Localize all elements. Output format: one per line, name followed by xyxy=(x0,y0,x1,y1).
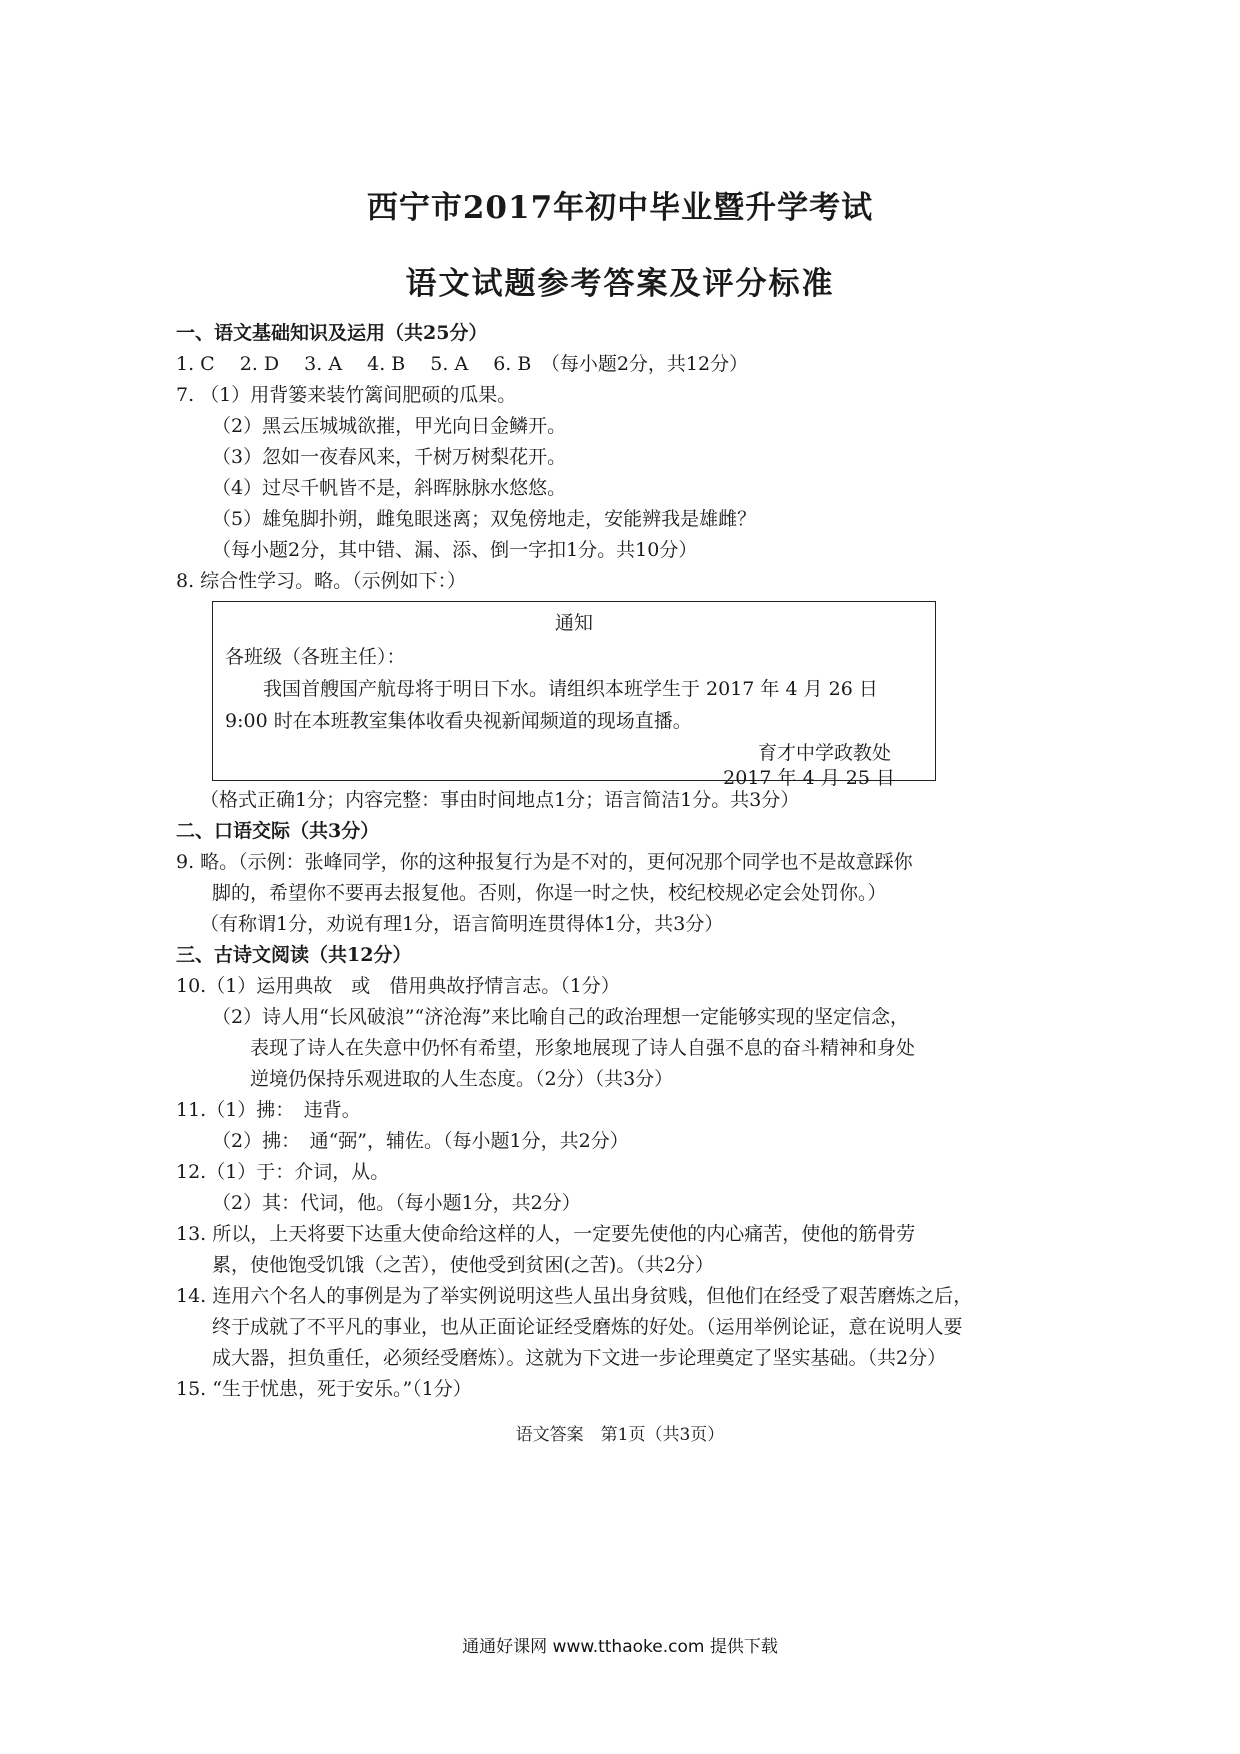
answer-body xyxy=(176,318,976,1405)
download-watermark: 通通好课网 www.tthaoke.com 提供下载 xyxy=(462,1637,778,1657)
answer-line: 表现了诗人在失意中仍怀有希望，形象地展现了诗人自强不息的奋斗精神和身处 xyxy=(212,1037,916,1059)
section-heading: 三、古诗文阅读（共12分） xyxy=(176,944,412,966)
answer-section-1 xyxy=(176,318,976,597)
sample-notice-box xyxy=(212,601,936,789)
answer-line: 终于成就了不平凡的事业，也从正面论证经受磨炼的好处。（运用举例论证，意在说明人要 xyxy=(212,1316,963,1338)
answer-line: （5）雄兔脚扑朔，雌兔眼迷离；双兔傍地走，安能辨我是雄雌？ xyxy=(212,508,757,530)
answer-line: 逆境仍保持乐观进取的人生态度。（2分）（共3分） xyxy=(212,1068,674,1090)
answer-line: （每小题2分，其中错、漏、添、倒一字扣1分。共10分） xyxy=(212,539,698,561)
notice-body-line-2: 9:00 时在本班教室集体收看央视新闻频道的现场直播。 xyxy=(225,710,692,732)
answer-line: （格式正确1分；内容完整：事由时间地点1分；语言简洁1分。共3分） xyxy=(200,789,800,811)
answer-line: 11.（1）拂： 违背。 xyxy=(176,1099,361,1121)
answer-line: 1. C 2. D 3. A 4. B 5. A 6. B （每小题2分，共12分） xyxy=(176,353,749,375)
section-heading: 一、语文基础知识及运用（共25分） xyxy=(176,322,488,344)
document-title: 西宁市2017年初中毕业暨升学考试 xyxy=(366,190,874,226)
document-subtitle: 语文试题参考答案及评分标准 xyxy=(405,266,835,302)
answer-line: （2）诗人用“长风破浪”“济沧海”来比喻自己的政治理想一定能够实现的坚定信念， xyxy=(212,1006,909,1028)
answer-line: 15. “生于忧患，死于安乐。”（1分） xyxy=(176,1378,472,1400)
answer-line: 成大器，担负重任，必须经受磨炼）。这就为下文进一步论理奠定了坚实基础。（共2分） xyxy=(212,1347,947,1369)
notice-body-line-1: 我国首艘国产航母将于明日下水。请组织本班学生于 2017 年 4 月 26 日 xyxy=(263,678,878,700)
answer-line: 累，使他饱受饥饿（之苦），使他受到贫困(之苦)。（共2分） xyxy=(212,1254,714,1276)
answer-line: （2）拂： 通“弼”，辅佐。（每小题1分，共2分） xyxy=(212,1130,629,1152)
answer-line: （2）黑云压城城欲摧，甲光向日金鳞开。 xyxy=(212,415,567,437)
answer-line: 8. 综合性学习。略。（示例如下：） xyxy=(176,570,467,592)
answer-line: （3）忽如一夜春风来，千树万树梨花开。 xyxy=(212,446,567,468)
answer-line: 12.（1）于：介词，从。 xyxy=(176,1161,390,1183)
answer-line: 9. 略。（示例：张峰同学，你的这种报复行为是不对的，更何况那个同学也不是故意踩你 xyxy=(176,851,913,873)
answer-line: 7. （1）用背篓来装竹篱间肥硕的瓜果。 xyxy=(176,384,517,406)
answer-line: （4）过尽千帆皆不是，斜晖脉脉水悠悠。 xyxy=(212,477,567,499)
answer-line: （2）其：代词，他。（每小题1分，共2分） xyxy=(212,1192,581,1214)
page-footer: 语文答案 第1页（共3页） xyxy=(515,1425,725,1445)
notice-title: 通知 xyxy=(554,612,593,634)
notice-recipient: 各班级（各班主任）： xyxy=(225,646,406,668)
notice-date: 2017 年 4 月 25 日 xyxy=(723,767,895,789)
notice-signature: 育才中学政教处 xyxy=(757,742,891,764)
answer-section-2 xyxy=(176,785,976,1405)
answer-line: （有称谓1分，劝说有理1分，语言简明连贯得体1分，共3分） xyxy=(200,913,724,935)
answer-line: 10.（1）运用典故 或 借用典故抒情言志。（1分） xyxy=(176,975,620,997)
answer-line: 14. 连用六个名人的事例是为了举实例说明这些人虽出身贫贱，但他们在经受了艰苦磨炼之后， xyxy=(176,1285,973,1307)
answer-line: 13. 所以，上天将要下达重大使命给这样的人，一定要先使他的内心痛苦，使他的筋骨劳 xyxy=(176,1223,916,1245)
section-heading: 二、口语交际（共3分） xyxy=(176,820,380,842)
answer-line: 脚的，希望你不要再去报复他。否则，你逞一时之快，校纪校规必定会处罚你。） xyxy=(212,882,887,904)
